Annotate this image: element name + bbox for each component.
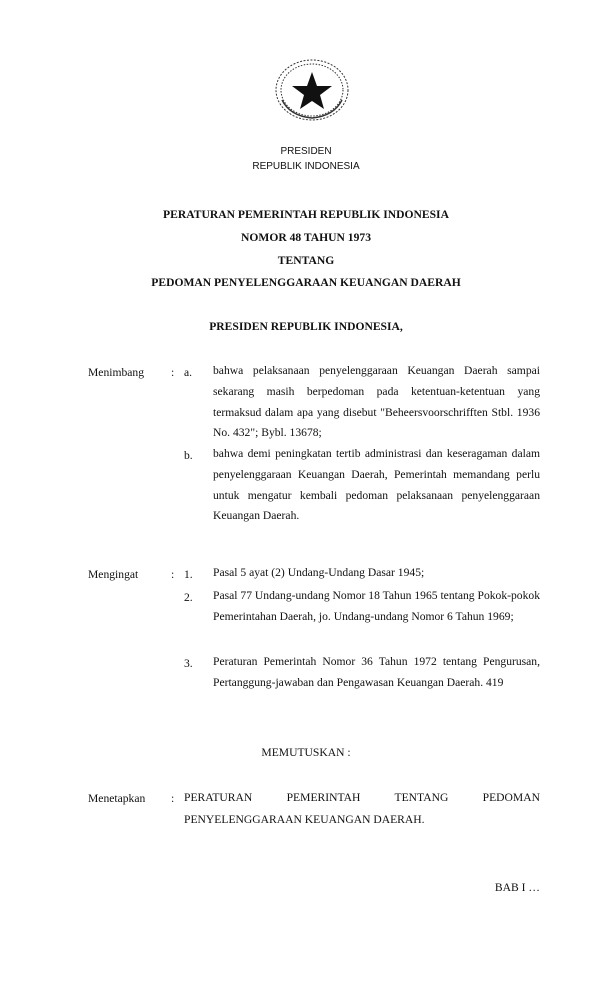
header-line1: PRESIDEN <box>280 146 332 157</box>
header-line2: REPUBLIK INDONESIA <box>252 161 360 172</box>
menimbang-colon: : <box>171 366 175 379</box>
title-line2: NOMOR 48 TAHUN 1973 <box>241 231 371 244</box>
mengingat-text-1: Pasal 5 ayat (2) Undang-Undang Dasar 1945; <box>213 566 425 579</box>
preamble: PRESIDEN REPUBLIK INDONESIA, <box>209 320 403 333</box>
mengingat-text-3: Peraturan Pemerintah Nomor 36 Tahun 1972 tentang Pengurusan, Pertanggung-jawaban dan Pengawasan Keuangan Daerah. 419 <box>213 655 540 689</box>
presidential-emblem <box>272 56 352 122</box>
title-line4: PEDOMAN PENYELENGGARAAN KEUANGAN DAERAH <box>151 276 461 289</box>
mengingat-marker-1: 1. <box>184 568 193 581</box>
memutuskan-heading: MEMUTUSKAN : <box>261 746 351 759</box>
menimbang-marker-b: b. <box>184 449 193 462</box>
mengingat-text-2: Pasal 77 Undang-undang Nomor 18 Tahun 1965 tentang Pokok-pokok Pemerintahan Daerah, jo. Undang-undang Nomor 6 Tahun 1969; <box>213 589 540 623</box>
menetapkan-label: Menetapkan <box>88 792 146 805</box>
title-line3: TENTANG <box>277 254 335 267</box>
mengingat-marker-3: 3. <box>184 657 193 670</box>
mengingat-marker-2: 2. <box>184 591 193 604</box>
continuation-footer: BAB I … <box>494 881 540 894</box>
menetapkan-text: PERATURAN PEMERINTAH TENTANG PEDOMAN PENYELENGGARAAN KEUANGAN DAERAH. <box>184 791 540 826</box>
menetapkan-colon: : <box>171 792 175 805</box>
menimbang-text-a: bahwa pelaksanaan penyelenggaraan Keuangan Daerah sampai sekarang masih berpedoman pada ketentuan-ketentuan yang termaksud dalam apa yang disebut "Beheersvoorschrifften Stbl. 1936 No. 432"; Bybl. 13678; <box>213 364 540 440</box>
menimbang-label: Menimbang <box>88 366 145 379</box>
mengingat-colon: : <box>171 568 175 581</box>
title-line1: PERATURAN PEMERINTAH REPUBLIK INDONESIA <box>163 208 449 221</box>
menimbang-marker-a: a. <box>184 366 193 379</box>
mengingat-label: Mengingat <box>88 568 139 581</box>
menimbang-text-b: bahwa demi peningkatan tertib administrasi dan keseragaman dalam penyelenggaraan Keuangan Daerah, Pemerintah memandang perlu untuk mengatur kembali pedoman pelaksanaan penyelenggaraan Keuangan Daerah. <box>213 447 540 523</box>
